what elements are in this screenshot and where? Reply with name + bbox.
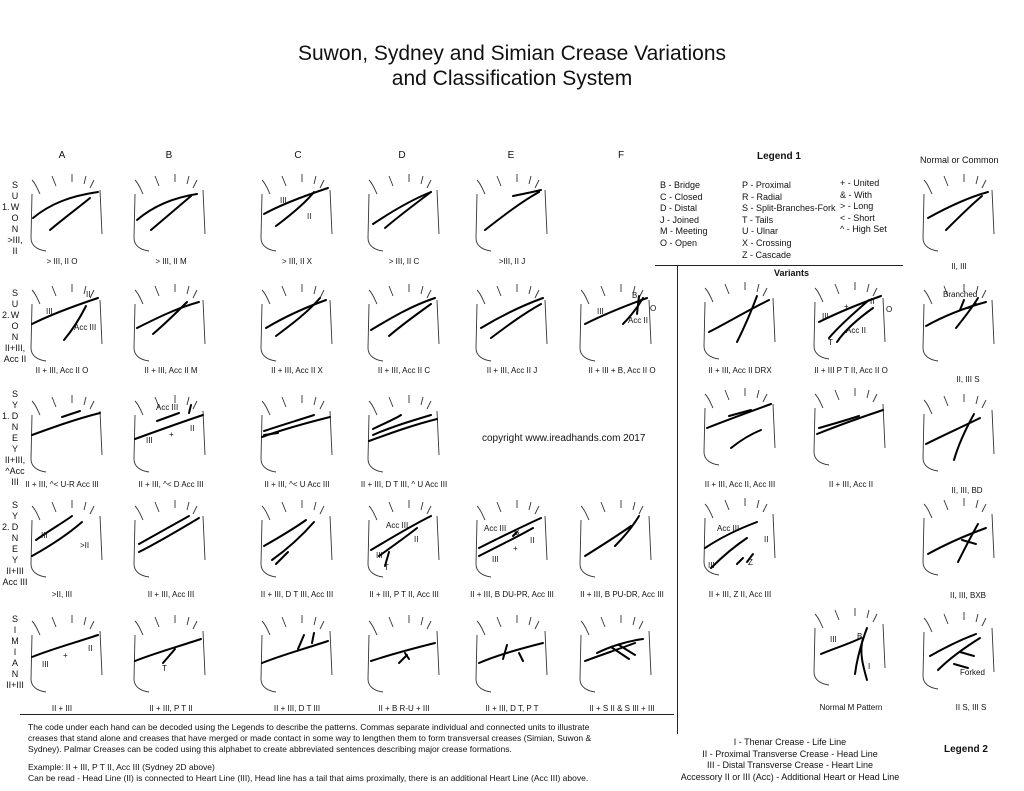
variant-caption: Normal M Pattern xyxy=(819,703,883,712)
column-header-d: D xyxy=(398,150,406,161)
crease-line xyxy=(707,404,771,428)
crease-label-iii: III xyxy=(280,196,287,205)
variant-caption: II + III, Acc II xyxy=(828,480,874,489)
hand-outline xyxy=(923,612,994,689)
crease-label-ii: II xyxy=(414,535,419,544)
hand-diagram-r5-c2 xyxy=(131,615,209,693)
crease-line xyxy=(926,418,980,444)
crease-label-o: O xyxy=(886,305,893,314)
hand-diagram-r1-c1 xyxy=(28,174,106,252)
crease-line xyxy=(385,192,431,228)
hand-caption: II + III, ^< U Acc III xyxy=(264,480,330,489)
hand-caption: II + S II & S III + III xyxy=(589,704,655,713)
normal-caption: II, III, BD xyxy=(951,486,983,495)
column-header-b: B xyxy=(165,150,173,161)
row-label-sydney-1: S Y 1. D N E Y II+III, ^Acc III xyxy=(2,389,26,487)
hand-caption: > III, II X xyxy=(281,257,312,266)
hand-diagram-r1-c5 xyxy=(473,174,551,252)
crease-label-b: B xyxy=(857,632,863,641)
hand-caption: > III, II C xyxy=(388,257,420,266)
crease-line xyxy=(276,552,288,564)
hand-diagram-r1-c2 xyxy=(131,174,209,252)
hand-caption: II + III, Acc III xyxy=(147,590,195,599)
crease-label-acc-iii: Acc III xyxy=(74,323,97,332)
hand-caption: II + III, ^< D Acc III xyxy=(138,480,204,489)
crease-line xyxy=(731,430,761,448)
legend-entry: X - Crossing xyxy=(742,237,792,248)
copyright-text: copyright www.ireadhands.com 2017 xyxy=(482,433,646,444)
hand-outline xyxy=(134,284,205,361)
variant-hand-diagram-6 xyxy=(811,608,889,686)
hand-caption: II + III, Acc II M xyxy=(144,366,198,375)
hand-outline xyxy=(134,174,205,251)
hand-diagram-r5-c3 xyxy=(258,615,336,693)
crease-label-iii: III xyxy=(830,635,837,644)
crease-label-iii: III xyxy=(41,531,48,540)
hand-caption: > III, II M xyxy=(155,257,187,266)
crease-label-i: I xyxy=(868,662,871,671)
crease-line xyxy=(139,516,189,544)
crease-label-iii: III xyxy=(42,660,49,669)
normal-hand-diagram-1 xyxy=(920,174,998,252)
hand-caption: II + III, D T III, Acc III xyxy=(260,590,334,599)
legend-entry: B - Bridge xyxy=(660,180,701,190)
hand-caption: II + III, Acc II X xyxy=(271,366,323,375)
hand-outline xyxy=(580,500,651,577)
hand-outline xyxy=(134,500,205,577)
hand-caption: II + III, B DU-PR, Acc III xyxy=(470,590,554,599)
legend-2-title: Legend 2 xyxy=(944,744,988,755)
legend-1-column-3 xyxy=(840,178,887,236)
legend-entry: T - Tails xyxy=(742,214,774,225)
legend-entry: ^ - High Set xyxy=(840,224,887,235)
footer-divider xyxy=(20,714,674,715)
hand-diagram-r3-c1 xyxy=(28,395,106,473)
crease-label-plus: + xyxy=(63,651,68,660)
hand-caption: >II, III xyxy=(51,590,73,599)
crease-line xyxy=(369,419,437,441)
crease-label-iii: III xyxy=(376,551,383,560)
variants-title: Variants xyxy=(774,268,810,278)
crease-label-o: O xyxy=(650,304,657,313)
footer-example: Example: II + III, P T II, Acc III (Sydney 2D above) xyxy=(28,762,215,772)
footer-reading: Can be read - Head Line (II) is connected to Heart Line (III), Head line has a tail that aims proximally, there is an additional Heart Line (Acc III) above. xyxy=(28,773,589,783)
crease-label-plus: + xyxy=(844,302,849,311)
hand-outline xyxy=(923,174,994,251)
hand-outline xyxy=(476,615,547,692)
variant-hand-diagram-4 xyxy=(811,388,889,466)
variant-hand-diagram-1 xyxy=(701,282,779,360)
crease-line xyxy=(139,518,199,552)
normal-or-common-header: Normal or Common xyxy=(920,155,999,165)
column-header-a: A xyxy=(58,150,66,161)
hand-caption: II + III, P T II xyxy=(149,704,193,713)
hand-diagram-r1-c3 xyxy=(258,174,336,252)
crease-line xyxy=(276,298,320,336)
legend-entry: O - Open xyxy=(660,237,698,248)
crease-line xyxy=(262,641,328,663)
hand-diagram-r4-c1 xyxy=(28,500,106,578)
hand-diagram-r5-c6 xyxy=(577,615,655,693)
legend-1-title: Legend 1 xyxy=(757,151,801,162)
legend-1-column-1 xyxy=(660,180,708,250)
legend-1-column-2 xyxy=(742,180,836,261)
crease-line xyxy=(137,302,199,328)
crease-line xyxy=(485,192,539,230)
hand-caption: II + III, B PU-DR, Acc III xyxy=(580,590,664,599)
footer-line-3: Sydney). Palmar Creases can be coded using this alphabet to create abbreviated sentences describing major crease formations. xyxy=(28,744,512,754)
hand-diagram-r2-c5 xyxy=(473,284,551,362)
crease-line xyxy=(611,645,635,659)
normal-caption: II S, III S xyxy=(955,703,987,712)
crease-label-acc-ii: Acc II xyxy=(628,316,649,325)
crease-label-iii: III xyxy=(708,561,715,570)
hand-outline xyxy=(923,498,994,575)
crease-line xyxy=(615,516,639,546)
crease-label-t: T xyxy=(384,563,389,572)
crease-line xyxy=(926,302,986,326)
crease-label-ii: II xyxy=(88,644,93,653)
crease-line xyxy=(264,520,306,546)
legend-entry: & - With xyxy=(840,189,873,200)
hand-diagram-r4-c6 xyxy=(577,500,655,578)
hand-caption: > III, II O xyxy=(46,257,78,266)
hand-outline xyxy=(368,615,439,692)
crease-line xyxy=(709,300,769,332)
page-title xyxy=(0,41,1024,91)
legend-entry: S - Split-Branches-Fork xyxy=(742,203,836,214)
legend-entry: M - Meeting xyxy=(660,226,708,237)
crease-line xyxy=(711,538,747,568)
crease-line xyxy=(32,298,98,324)
variant-caption: II + III, Z II, Acc III xyxy=(708,590,772,599)
hand-diagram-r2-c3 xyxy=(258,284,336,362)
crease-label-t: T xyxy=(162,664,167,673)
column-header-e: E xyxy=(507,150,515,161)
row-label-simian: S I M I A N II+III xyxy=(6,614,24,690)
crease-label-b: B xyxy=(514,528,520,537)
legend-entry: < - Short xyxy=(840,212,875,223)
hand-diagram-r3-c3 xyxy=(258,395,336,473)
column-header-c: C xyxy=(294,150,302,161)
branched-label: Branched xyxy=(943,290,978,299)
crease-label-iii: III xyxy=(822,312,829,321)
hand-outline xyxy=(923,394,994,471)
hand-outline xyxy=(580,615,651,692)
hand-outline xyxy=(814,608,885,685)
footer-line-1: The code under each hand can be decoded using the Legends to describe the patterns. Commas separate individual and connected units to illustrate xyxy=(28,722,590,732)
hand-diagram-r2-c4 xyxy=(365,284,443,362)
crease-label-iii: III xyxy=(492,555,499,564)
normal-hand-diagram-4 xyxy=(920,498,998,576)
hand-diagram-r3-c4 xyxy=(365,395,443,473)
crease-line xyxy=(264,415,314,435)
hand-diagram-r5-c5 xyxy=(473,615,551,693)
hand-diagram-r4-c2 xyxy=(131,500,209,578)
hand-diagram-r5-c4 xyxy=(365,615,443,693)
crease-label-ii: II xyxy=(190,424,195,433)
hand-caption: II + III, P T II, Acc III xyxy=(369,590,439,599)
crease-line xyxy=(821,638,861,654)
legend-entry: Z - Cascade xyxy=(742,249,792,260)
row-label-suwon-1: S U 1. W O N >III, II xyxy=(2,180,23,256)
crease-label-ii: II xyxy=(86,290,91,299)
crease-line xyxy=(33,192,98,218)
variant-caption: II + III P T II, Acc II O xyxy=(814,366,888,375)
legend-entry: + - United xyxy=(840,178,880,188)
normal-caption: II, III, BXB xyxy=(949,591,986,600)
crease-label-ii: II xyxy=(307,212,312,221)
crease-line xyxy=(479,643,543,663)
crease-line xyxy=(399,653,409,663)
crease-label-gt-ii: >II xyxy=(80,541,90,550)
legend-2-entry: Accessory II or III (Acc) - Additional Heart or Head Line xyxy=(680,771,900,782)
crease-line xyxy=(928,192,988,218)
hand-outline xyxy=(261,500,332,577)
hand-outline xyxy=(704,282,775,359)
legend-entry: J - Joined xyxy=(660,214,700,225)
crease-label-acc-iii: Acc III xyxy=(386,521,409,530)
legend-entry: C - Closed xyxy=(660,191,703,202)
hand-outline xyxy=(261,284,332,361)
column-header-f: F xyxy=(617,150,625,161)
row-label-suwon-2: S U 2. W O N II+III, Acc II xyxy=(2,288,27,364)
title-line-1: Suwon, Sydney and Simian Crease Variations xyxy=(297,42,726,65)
crease-label-plus: + xyxy=(513,544,518,553)
hand-diagram-r4-c4 xyxy=(365,500,443,578)
legend-2-entries xyxy=(640,737,940,783)
legend-entry: U - Ulnar xyxy=(742,226,779,237)
crease-label-iii: III xyxy=(46,307,53,316)
legend-2-entry: III - Distal Transverse Crease - Heart Line xyxy=(706,760,874,770)
crease-line xyxy=(62,411,80,417)
variant-hand-diagram-3 xyxy=(701,388,779,466)
crease-line xyxy=(737,296,757,342)
crease-line xyxy=(928,528,986,554)
crease-label-iii: III xyxy=(146,436,153,445)
hand-caption: II + III, D T III xyxy=(273,704,321,713)
legend-2-entry: I - Thenar Crease - Life Line xyxy=(733,737,847,747)
hand-outline xyxy=(31,395,102,472)
hand-outline xyxy=(476,174,547,251)
legend-entry: > - Long xyxy=(840,201,874,212)
hand-caption: II + III + B, Acc II O xyxy=(588,366,656,375)
legend-entry: D - Distal xyxy=(660,203,698,214)
footer-line-2: creases that stand alone and creases that have merged or made contact in some way to lengthen them to form transversal creases (Simian, Suwon & xyxy=(28,733,592,743)
normal-hand-diagram-3 xyxy=(920,394,998,472)
hand-outline xyxy=(704,388,775,465)
normal-caption: II, III S xyxy=(956,375,980,384)
variant-caption: II + III, Acc II, Acc III xyxy=(704,480,776,489)
variant-hand-diagram-2 xyxy=(811,282,889,360)
crease-line xyxy=(373,192,431,224)
legend-entry: P - Proximal xyxy=(742,180,791,190)
hand-caption: II + III, Acc II O xyxy=(35,366,89,375)
variants-divider xyxy=(677,266,678,734)
hand-diagram-r4-c5 xyxy=(473,500,551,578)
hand-outline xyxy=(261,174,332,251)
hand-caption: II + III, D T III, ^ U Acc III xyxy=(360,480,448,489)
normal-hand-diagram-5 xyxy=(920,612,998,690)
hand-diagram-r2-c2 xyxy=(131,284,209,362)
forked-label: Forked xyxy=(960,668,985,677)
legend-entry: R - Radial xyxy=(742,191,783,202)
hand-caption: II + III, D T, P T xyxy=(485,704,539,713)
crease-label-acc-iii: Acc III xyxy=(484,524,507,533)
hand-caption: II + III, Acc II J xyxy=(486,366,538,375)
title-line-2: and Classification System xyxy=(391,67,633,90)
crease-label-ii: II xyxy=(764,535,769,544)
crease-label-acc-ii: Acc II xyxy=(846,326,867,335)
hand-outline xyxy=(261,615,332,692)
legend-divider xyxy=(655,265,903,266)
hand-caption: II + III, Acc II C xyxy=(377,366,431,375)
hand-outline xyxy=(368,284,439,361)
hand-caption: II + B R-U + III xyxy=(378,704,430,713)
crease-line xyxy=(954,414,974,460)
hand-caption: II + III xyxy=(51,704,73,713)
normal-caption: II, III xyxy=(951,262,967,271)
crease-label-iii: III xyxy=(597,307,604,316)
hand-diagram-r4-c3 xyxy=(258,500,336,578)
hand-caption: II + III, ^< U-R Acc III xyxy=(25,480,99,489)
crease-label-plus: + xyxy=(169,430,174,439)
crease-line xyxy=(585,526,631,556)
crease-line xyxy=(956,298,978,328)
crease-label-acc-iii: Acc III xyxy=(717,524,740,533)
crease-label-t: T xyxy=(828,338,833,347)
crease-label-b: B xyxy=(632,291,638,300)
crease-line xyxy=(861,638,867,680)
row-label-sydney-2: S Y 2. D N E Y II+III Acc III xyxy=(2,500,28,587)
hand-outline xyxy=(134,615,205,692)
crease-label-ii: II xyxy=(530,536,535,545)
crease-label-z: Z xyxy=(748,558,753,567)
crease-label-ii: II xyxy=(870,297,875,306)
hand-diagram-r1-c4 xyxy=(365,174,443,252)
hand-caption: >III, II J xyxy=(498,257,526,266)
variant-caption: II + III, Acc II DRX xyxy=(708,366,772,375)
crease-label-acc-iii: Acc III xyxy=(156,403,179,412)
crease-line xyxy=(817,410,883,434)
crease-line xyxy=(266,300,326,328)
legend-2-entry: II - Proximal Transverse Crease - Head Line xyxy=(702,748,878,759)
